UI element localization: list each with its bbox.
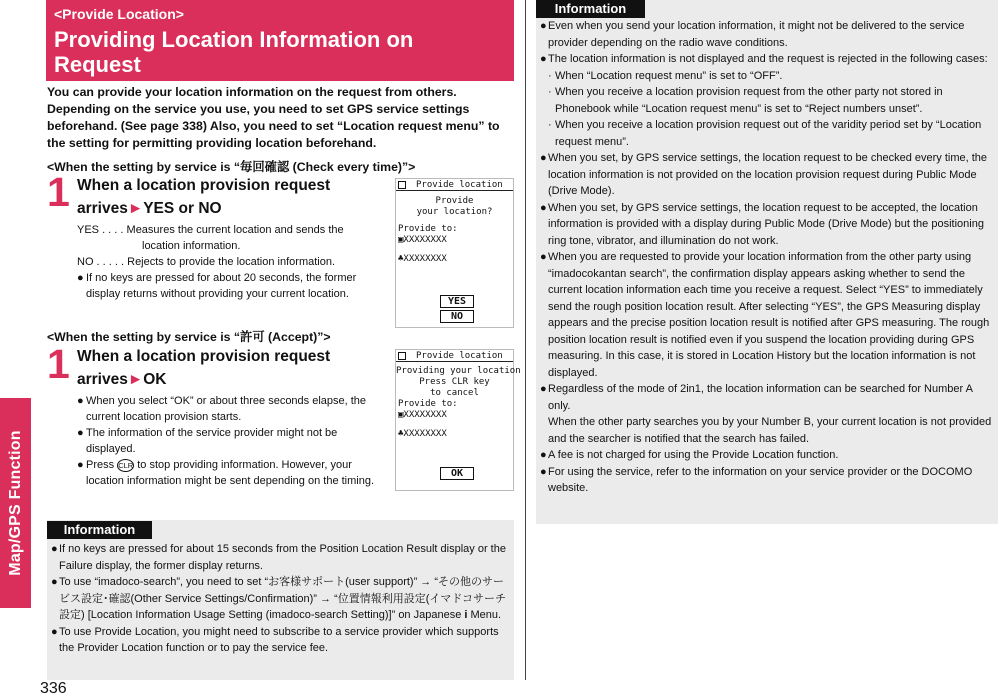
screen-to-label: Provide to:: [398, 224, 458, 234]
info-text-right: [540, 18, 996, 497]
info-bullet: To use Provide Location, you might need to subscribe to a service provider which supports the Provider Location function or to pay the service fee.: [59, 625, 499, 654]
arrow-icon: ►: [127, 200, 144, 217]
i-mode-key-icon: i: [464, 609, 468, 621]
bullet-icon: ●: [540, 449, 547, 461]
info-bullet: A fee is not charged for using the Provide Location function.: [548, 449, 839, 461]
info-bullet: Even when you send your location information, it might not be delivered to the service provider depending on the radio wave conditions.: [548, 20, 965, 49]
mail-icon: [398, 181, 406, 189]
bullet-text: The information of the service provider might not be displayed.: [86, 427, 338, 455]
step-action: YES or NO: [143, 200, 222, 217]
condition-check-every-time: <When the setting by service is “毎回確認 (Check every time)”>: [47, 160, 416, 174]
info-sub-bullet: When you receive a location provision request out of the varidity period set by “Location request menu”.: [555, 119, 982, 148]
info-bullet-part: Menu.: [470, 609, 502, 621]
info-bullet-part: Regardless of the mode of 2in1, the location information can be searched for Number A only.: [548, 383, 973, 412]
screen-entry: [396, 429, 513, 440]
bullet-icon: ●: [540, 152, 547, 164]
yes-text: Measures the current location and sends the: [126, 224, 344, 236]
header-subtitle: <Provide Location>: [54, 6, 184, 22]
yes-button[interactable]: YES: [440, 295, 474, 308]
bullet-icon: ●: [540, 20, 547, 32]
bullet-icon: ●: [77, 395, 84, 407]
bullet-icon: ●: [51, 625, 58, 638]
info-bullet-part: To use “imadoco-search”, you need to set “お客様サポート(user support)” → “その他のサービス設定･確認(Other Service Settings/Confirmation)” → “位置情報利用設定(イマドコサーチ設定) [Location Information Usage Setting (imadoco-search Setting)]” on Japanese: [59, 576, 506, 621]
info-bullet: For using the service, refer to the information on your service provider or the DOCOMO website.: [548, 465, 973, 494]
bullet-icon: ●: [77, 272, 84, 284]
yes-key: YES . . . .: [77, 224, 124, 236]
screen-entry: [396, 410, 513, 421]
page-number: 336: [40, 680, 67, 697]
info-bullet: When you are requested to provide your location information from the other party using “imadocokantan search”, the confirmation display appears asking whether to send the current location information each time you receive a request. Select “YES” to immediately send the rough position location result. After selecting “YES”, the GPS Measuring display appears and the precise position location result is notified after GPS measuring. The rough position location result is notified even if you suspend the location providing during GPS measuring. In this case, it is stored in Location History but the location information is not displayed.: [548, 251, 990, 379]
step-description: [77, 393, 382, 489]
sub-bullet-icon: ·: [548, 119, 552, 131]
screen-entry-text: XXXXXXXX: [403, 429, 447, 439]
screen-line: Provide: [435, 196, 474, 206]
step-action: OK: [143, 371, 167, 388]
info-label: Information: [536, 0, 645, 18]
sub-bullet-icon: ·: [548, 86, 552, 98]
screen-entry-text: XXXXXXXX: [403, 254, 447, 264]
screen-title-bar: [396, 350, 513, 362]
bullet-icon: ●: [540, 53, 547, 65]
yes-text-cont: location information.: [142, 240, 241, 252]
no-text: Rejects to provide the location information.: [127, 256, 336, 268]
bullet-icon: ●: [51, 576, 58, 588]
info-label: Information: [47, 521, 152, 539]
condition-accept: <When the setting by service is “許可 (Accept)”>: [47, 330, 331, 344]
info-bullet: When you set, by GPS service settings, the location request to be accepted, the location information is provided with a display during Public Mode (Drive Mode) but the positioning ring tone, vibrator, and illumination do not work.: [548, 201, 984, 247]
step-title: [77, 345, 377, 391]
screen-entry-text: XXXXXXXX: [403, 235, 447, 245]
info-sub-bullet: When you receive a location provision request from the other party not stored in Phonebook while “Location request menu” is set to “Reject numbers unset”.: [555, 86, 943, 115]
info-bullet-part: When the other party searches you by your Number B, your current location is not provided and the searcher is notified that the search has failed.: [548, 416, 992, 445]
side-tab: [0, 398, 31, 608]
bullet-icon: ●: [540, 383, 547, 395]
bullet-text-part: Press: [86, 459, 115, 471]
info-text-left: [51, 541, 511, 657]
step-number: 1: [47, 169, 70, 215]
info-bullet: [59, 574, 511, 624]
screen-entry-text: XXXXXXXX: [403, 410, 447, 420]
info-sub-bullet: When “Location request menu” is set to “OFF”.: [555, 69, 783, 82]
screen-entry: [396, 254, 513, 265]
bullet-icon: ●: [51, 543, 58, 555]
mail-icon: [398, 352, 406, 360]
screen-line: to cancel: [430, 388, 479, 398]
screen-to-label: Provide to:: [398, 399, 458, 409]
screen-title: Provide location: [416, 179, 503, 190]
person-icon: ♣: [398, 254, 404, 264]
info-bullet: When you set, by GPS service settings, the location request to be checked every time, the location information is not provided on the location provision request during Public Mode (Drive Mode).: [548, 152, 988, 197]
column-divider: [525, 0, 526, 680]
screen-title-bar: [396, 179, 513, 191]
step-description: [77, 222, 382, 302]
side-tab-label: Map/GPS Function: [6, 430, 24, 576]
bullet-icon: ●: [540, 465, 547, 478]
bullet-icon: ●: [540, 251, 547, 263]
bullet-icon: ●: [540, 201, 547, 214]
section-header: [46, 0, 514, 81]
info-bullet: If no keys are pressed for about 15 seconds from the Position Location Result display or the Failure display, the former display returns.: [59, 543, 506, 572]
sub-bullet-icon: ·: [548, 69, 552, 82]
screen-line: Press CLR key: [419, 377, 490, 387]
intro-paragraph: You can provide your location information on the request from others. Depending on the service you use, you need to set GPS service settings beforehand. (See page 338) Also, you need to set “Location request menu” to the setting for permitting providing location beforehand.: [47, 85, 500, 150]
clr-key-icon: CLR: [118, 460, 134, 470]
no-key: NO . . . . .: [77, 256, 125, 268]
step-title-text: When a location provision request arrives: [77, 177, 331, 217]
step-title-text: When a location provision request arrives: [77, 348, 331, 388]
bullet-text: If no keys are pressed for about 20 seconds, the former display returns without providing your current location.: [86, 272, 357, 300]
screen-entry: [396, 235, 513, 246]
step-title: [77, 174, 377, 220]
phone-screen-provide-location: [395, 178, 514, 328]
phone-screen-providing-location: [395, 349, 521, 491]
page-title: Providing Location Information on Request: [54, 27, 414, 77]
bullet-text: [86, 457, 382, 489]
ok-button[interactable]: OK: [440, 467, 474, 480]
bullet-text-part: to stop providing information. However, your location information might be sent depending on the timing.: [86, 459, 375, 487]
phone-icon: ▣: [398, 410, 404, 420]
arrow-icon: ►: [127, 371, 144, 388]
person-icon: ♣: [398, 429, 404, 439]
bullet-icon: ●: [77, 459, 84, 471]
info-bullet: The location information is not displayed and the request is rejected in the following cases:: [548, 53, 988, 65]
bullet-text: When you select “OK” or about three seconds elapse, the current location provision starts.: [86, 395, 367, 423]
bullet-icon: ●: [77, 427, 84, 439]
screen-title: Provide location: [416, 350, 503, 361]
screen-line: Providing your location: [396, 366, 521, 376]
phone-icon: ▣: [398, 235, 404, 245]
no-button[interactable]: NO: [440, 310, 474, 323]
info-bullet: [548, 381, 996, 447]
step-number: 1: [47, 341, 70, 387]
screen-line: your location?: [416, 207, 493, 217]
